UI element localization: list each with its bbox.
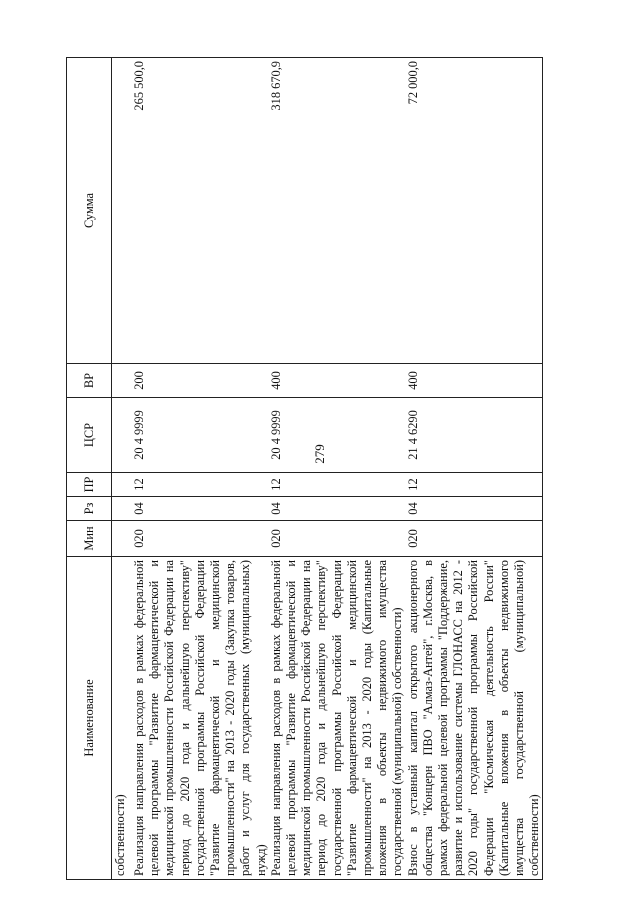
row-pr: 12 — [406, 473, 543, 497]
row-min: 020 — [406, 521, 543, 557]
row-csr: 21 4 6290 — [406, 398, 543, 473]
continuation-row — [112, 58, 133, 880]
row-vr: 400 — [406, 364, 543, 398]
table-row — [269, 58, 406, 880]
continuation-text: собственности) — [112, 557, 133, 880]
row-csr: 20 4 9999 — [269, 398, 406, 473]
budget-table — [66, 57, 543, 880]
row-sum: 265 500,0 — [132, 58, 269, 364]
table-row — [132, 58, 269, 880]
header-csr: ЦСР — [67, 398, 112, 473]
row-sum: 72 000,0 — [406, 58, 543, 364]
row-pr: 12 — [269, 473, 406, 497]
header-row — [67, 58, 112, 880]
header-name: Наименование — [67, 557, 112, 880]
row-csr: 20 4 9999 — [132, 398, 269, 473]
header-vr: ВР — [67, 364, 112, 398]
row-sum: 318 670,9 — [269, 58, 406, 364]
header-sum: Сумма — [67, 58, 112, 364]
row-min: 020 — [269, 521, 406, 557]
header-min: Мин — [67, 521, 112, 557]
row-name: Взнос в уставный капитал открытого акционерного общества "Концерн ПВО "Алмаз-Антей", г.Москва, в рамках федеральной целевой программы "Поддержание, развитие и использование системы ГЛОНАСС на 2012 - 2020 годы" государственной программы Российской Федерации "Космическая деятельность России" (Капитальные вложения в объекты недвижимого имущества государственной (муниципальной) собственности) — [406, 557, 543, 880]
row-rz: 04 — [132, 497, 269, 521]
page-number: 279 — [312, 444, 327, 464]
header-rz: Рз — [67, 497, 112, 521]
row-rz: 04 — [269, 497, 406, 521]
row-vr: 400 — [269, 364, 406, 398]
header-pr: ПР — [67, 473, 112, 497]
row-min: 020 — [132, 521, 269, 557]
row-pr: 12 — [132, 473, 269, 497]
row-name: Реализация направления расходов в рамках федеральной целевой программы "Развитие фармацевтической и медицинской промышленности Российской Федерации на период до 2020 года и дальнейшую перспективу" государственной программы Российской Федерации "Развитие фармацевтической и медицинской промышленности" на 2013 - 2020 годы (Капитальные вложения в объекты недвижимого имущества государственной (муниципальной) собственности) — [269, 557, 406, 880]
row-vr: 200 — [132, 364, 269, 398]
row-name: Реализация направления расходов в рамках федеральной целевой программы "Развитие фармацевтической и медицинской промышленности Российской Федерации на период до 2020 года и дальнейшую перспективу" государственной программы Российской Федерации "Развитие фармацевтической и медицинской промышленности" на 2013 - 2020 годы (Закупка товаров, работ и услуг для государственных (муниципальных) нужд) — [132, 557, 269, 880]
table-row — [406, 58, 543, 880]
row-rz: 04 — [406, 497, 543, 521]
